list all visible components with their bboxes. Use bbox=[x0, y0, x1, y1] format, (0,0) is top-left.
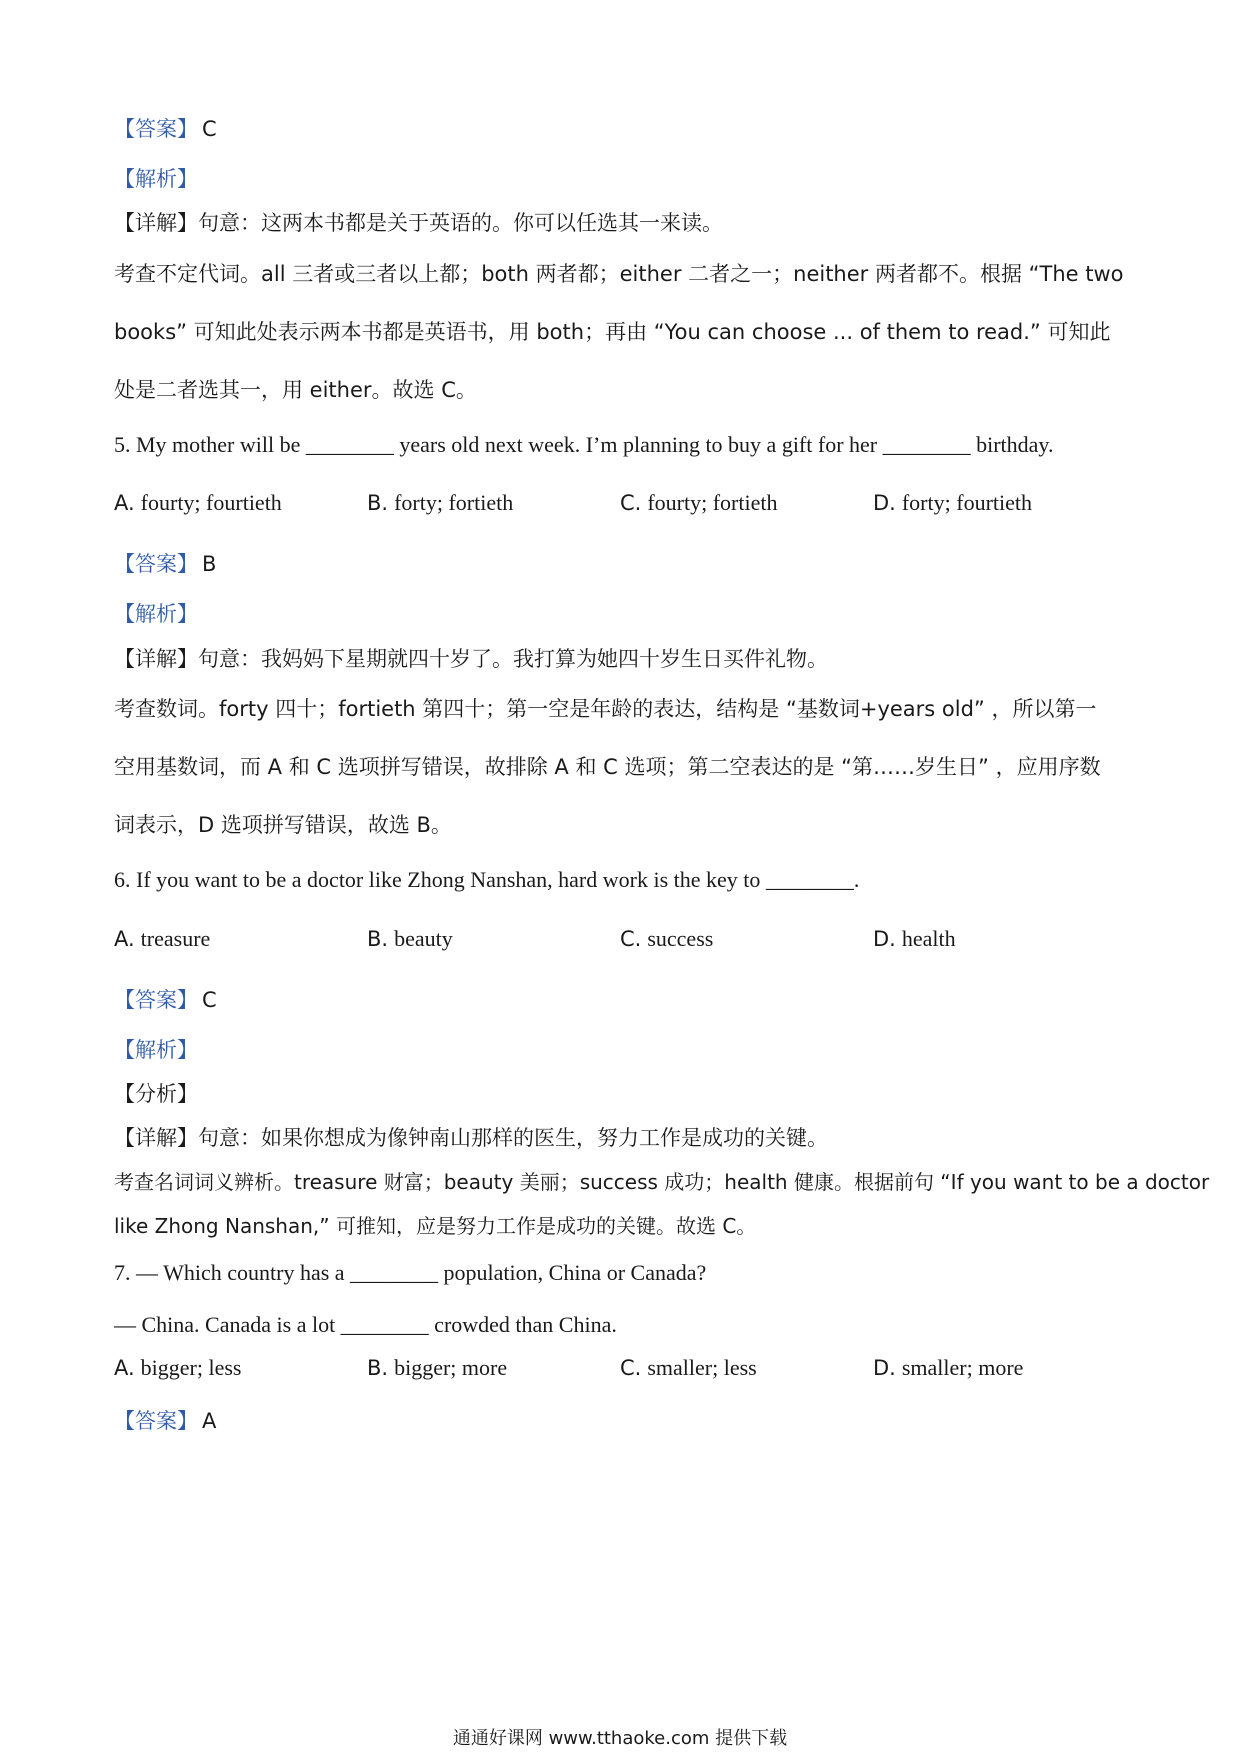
option-c: C. fourty; fortieth bbox=[620, 490, 778, 515]
answer-tag: 【答案】 bbox=[114, 1409, 198, 1433]
answer-value: C bbox=[202, 117, 217, 141]
answer-tag: 【答案】 bbox=[114, 117, 198, 141]
analysis-tag: 【解析】 bbox=[114, 167, 198, 191]
explanation-text: 考查名词词义辨析。treasure 财富；beauty 美丽；success 成功；health 健康。根据前句 “If you want to be a doctor bbox=[114, 1170, 1210, 1194]
answer-line bbox=[114, 113, 217, 143]
question-5: 5. My mother will be ________ years old next week. I’m planning to buy a gift for her ________ birthday. bbox=[114, 432, 1054, 457]
explanation-text: books” 可知此处表示两本书都是英语书，用 both；再由 “You can choose ... of them to read.” 可知此 bbox=[114, 320, 1111, 344]
answer-value: C bbox=[202, 988, 217, 1012]
explanation-text: 处是二者选其一，用 either。故选 C。 bbox=[114, 378, 477, 402]
question-7-reply: — China. Canada is a lot ________ crowded than China. bbox=[114, 1312, 617, 1337]
explanation-text: 空用基数词，而 A 和 C 选项拼写错误，故排除 A 和 C 选项；第二空表达的是 “第……岁生日” ，应用序数 bbox=[114, 755, 1101, 779]
detail-text: 【详解】句意：我妈妈下星期就四十岁了。我打算为她四十岁生日买件礼物。 bbox=[114, 647, 828, 671]
question-7: 7. — Which country has a ________ population, China or Canada? bbox=[114, 1260, 707, 1285]
fenxi-tag: 【分析】 bbox=[114, 1082, 198, 1106]
footer-text: 通通好课网 www.tthaoke.com 提供下载 bbox=[452, 1728, 788, 1749]
question-6: 6. If you want to be a doctor like Zhong Nanshan, hard work is the key to ________. bbox=[114, 867, 860, 892]
explanation-text: 考查数词。forty 四十；fortieth 第四十；第一空是年龄的表达，结构是 “基数词+years old” ，所以第一 bbox=[114, 697, 1097, 721]
option-a: A. fourty; fourtieth bbox=[114, 490, 282, 515]
explanation-text: like Zhong Nanshan,” 可推知，应是努力工作是成功的关键。故选 C。 bbox=[114, 1214, 757, 1238]
answer-value: A bbox=[202, 1409, 217, 1433]
option-b: B. beauty bbox=[367, 926, 453, 951]
option-b: B. bigger; more bbox=[367, 1355, 508, 1380]
answer-line bbox=[114, 984, 217, 1014]
answer-tag: 【答案】 bbox=[114, 988, 198, 1012]
answer-line bbox=[114, 548, 216, 578]
answer-value: B bbox=[202, 552, 217, 576]
option-d: D. health bbox=[873, 926, 956, 951]
page-footer bbox=[0, 1724, 1240, 1750]
option-d: D. smaller; more bbox=[873, 1355, 1024, 1380]
option-a: A. treasure bbox=[114, 926, 211, 951]
option-d: D. forty; fourtieth bbox=[873, 490, 1032, 515]
explanation-text: 词表示，D 选项拼写错误，故选 B。 bbox=[114, 813, 452, 837]
answer-tag: 【答案】 bbox=[114, 552, 198, 576]
option-c: C. smaller; less bbox=[620, 1355, 757, 1380]
option-b: B. forty; fortieth bbox=[367, 490, 514, 515]
option-c: C. success bbox=[620, 926, 714, 951]
detail-text: 【详解】句意：如果你想成为像钟南山那样的医生，努力工作是成功的关键。 bbox=[114, 1126, 828, 1150]
answer-line bbox=[114, 1405, 216, 1435]
explanation-text: 考查不定代词。all 三者或三者以上都；both 两者都；either 二者之一；neither 两者都不。根据 “The two bbox=[114, 262, 1124, 286]
analysis-tag: 【解析】 bbox=[114, 1038, 198, 1062]
option-a: A. bigger; less bbox=[114, 1355, 242, 1380]
detail-text: 【详解】句意：这两本书都是关于英语的。你可以任选其一来读。 bbox=[114, 211, 723, 235]
analysis-tag: 【解析】 bbox=[114, 602, 198, 626]
